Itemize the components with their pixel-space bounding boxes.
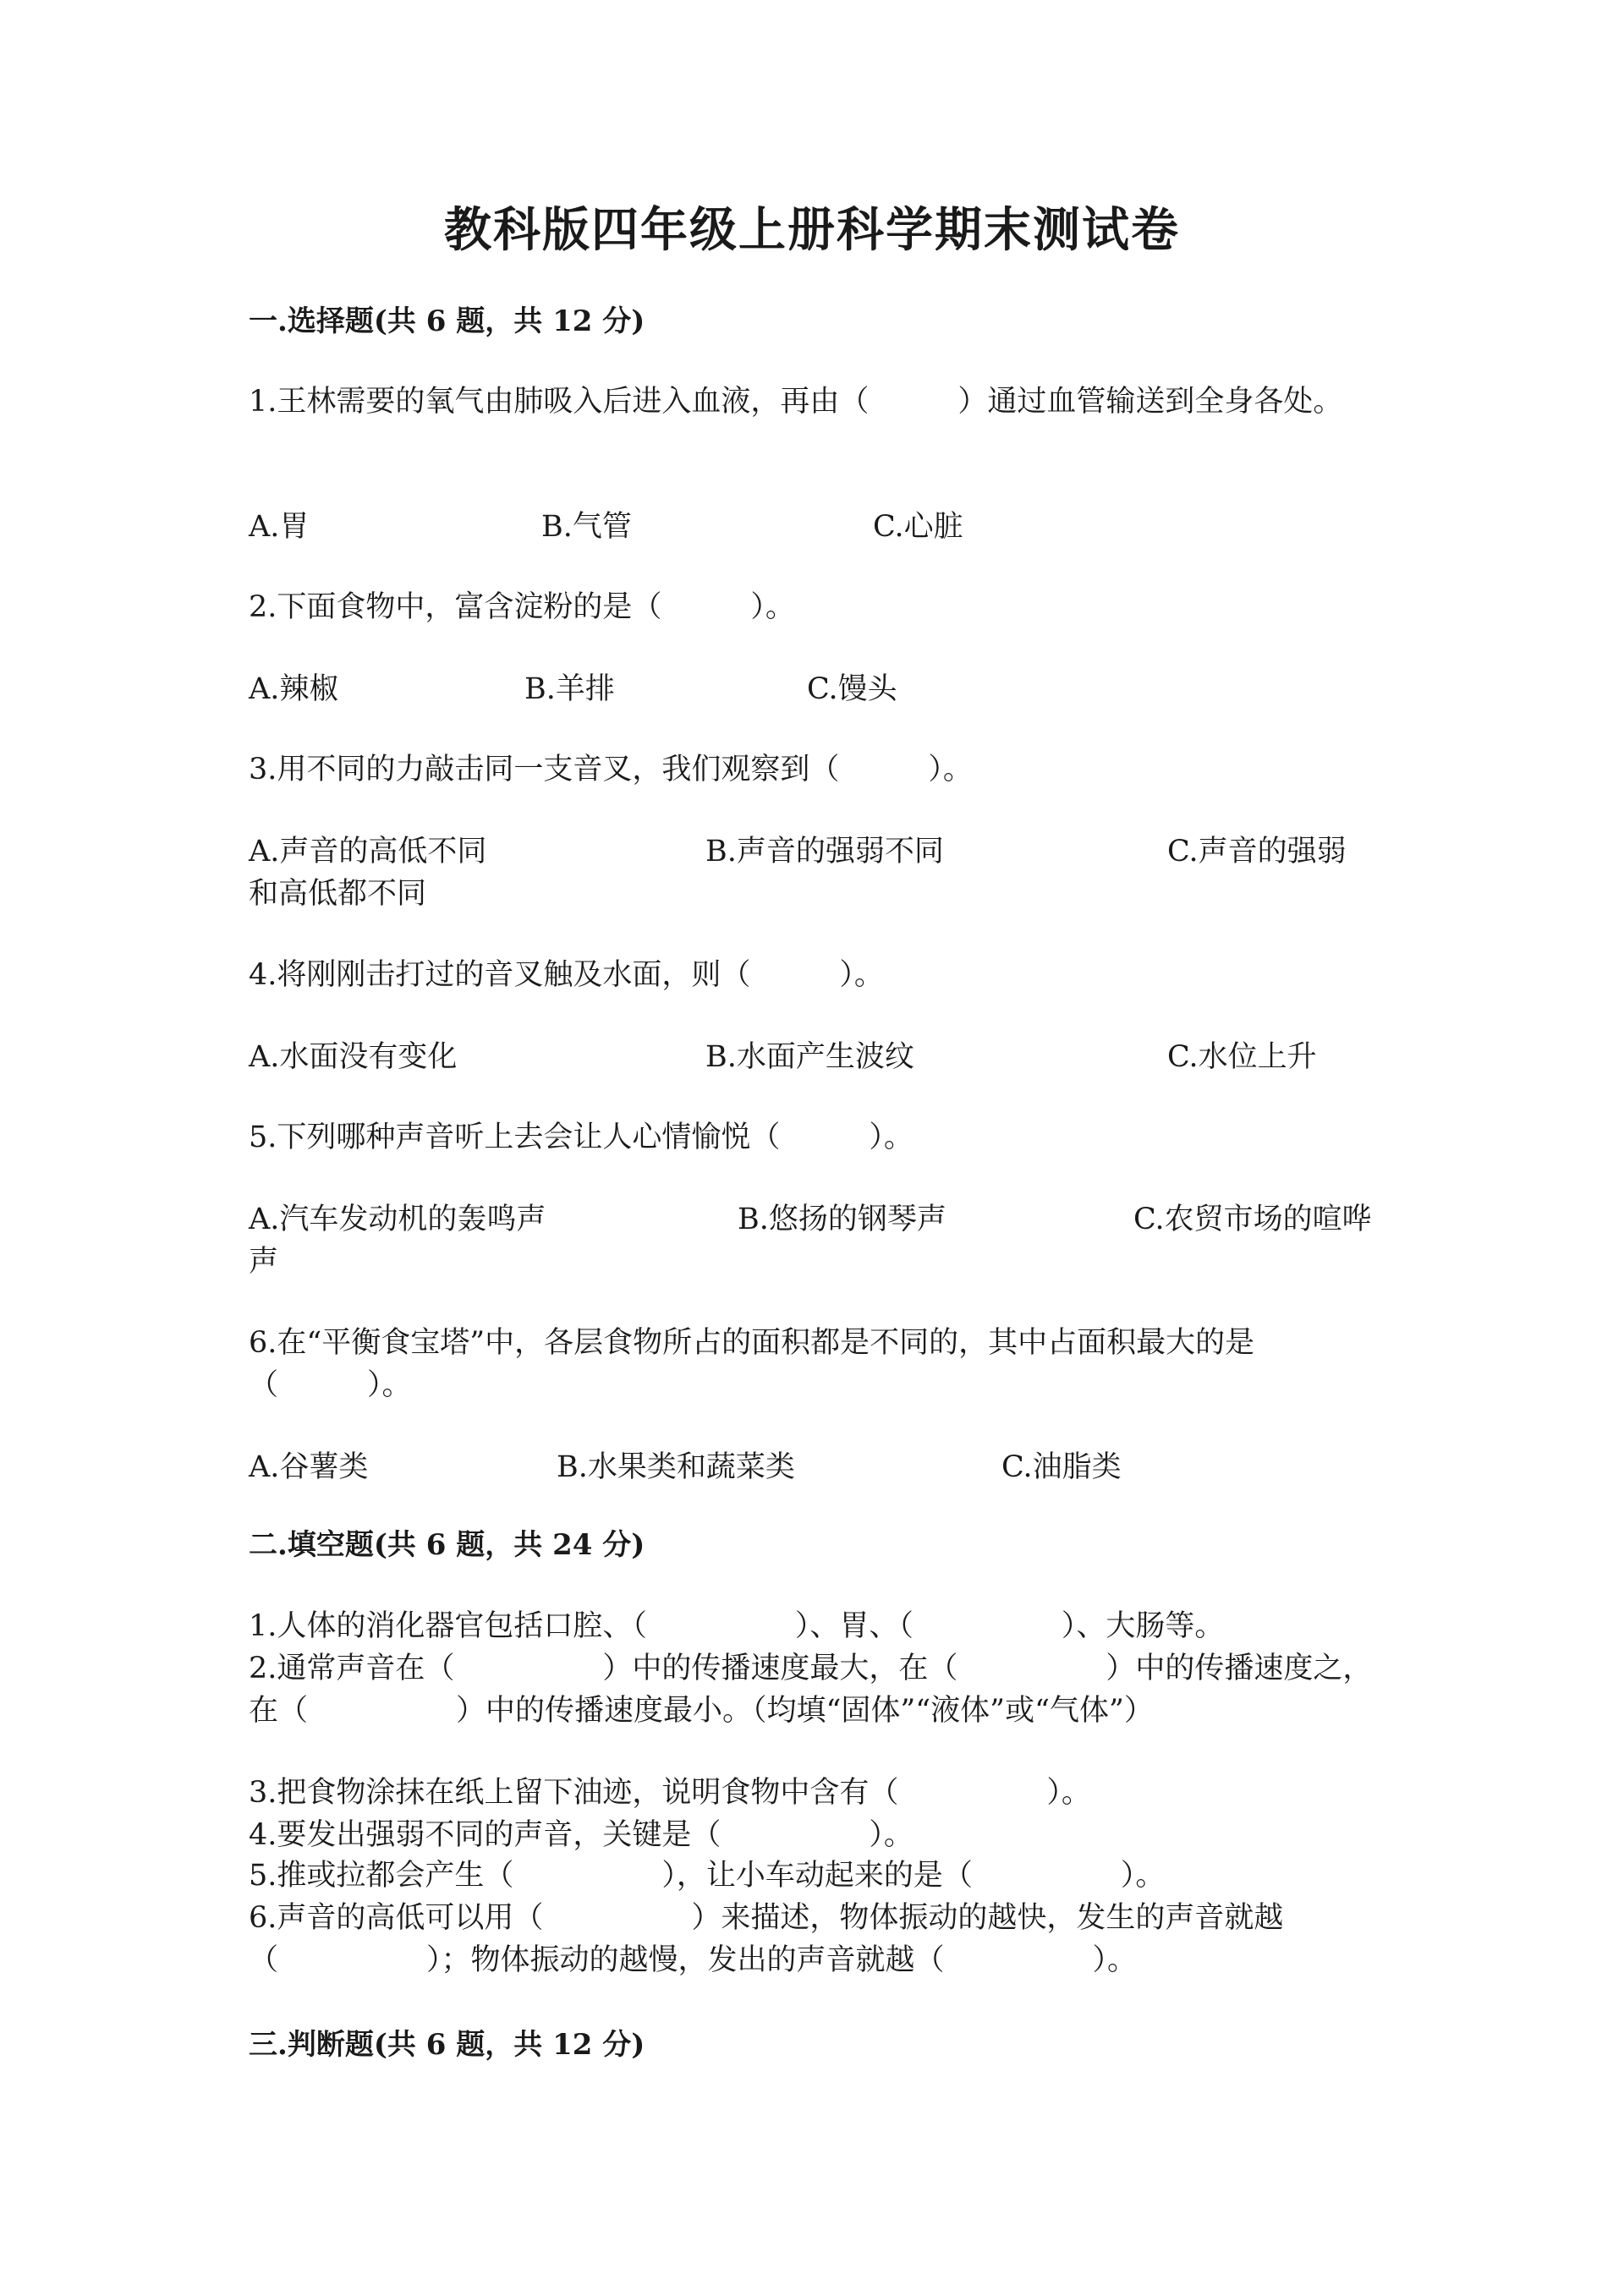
choice-question-3: 3.用不同的力敲击同一支音叉，我们观察到（ ）。 <box>249 753 973 786</box>
option-b: B.水面产生波纹 <box>705 1040 914 1074</box>
option-c: C.馒头 <box>807 672 897 706</box>
choice-options-3 <box>249 830 1382 915</box>
choice-options-6 <box>249 1446 1382 1531</box>
choice-options-5 <box>249 1198 1382 1283</box>
choice-question-1: 1.王林需要的氧气由肺吸入后进入血液，再由（ ）通过血管输送到全身各处。 <box>249 385 1343 419</box>
option-b: B.悠扬的钢琴声 <box>738 1203 946 1236</box>
choice-options-1 <box>249 506 1382 590</box>
choice-question-6: 6.在“平衡食宝塔”中，各层食物所占的面积都是不同的，其中占面积最大的是（ ）。 <box>249 1326 1255 1402</box>
fill-question-6: 6.声音的高低可以用（ ）来描述，物体振动的越快，发生的声音就越（ ）；物体振动的越慢，发出的声音就越（ ）。 <box>249 1901 1284 1977</box>
option-a: A.谷薯类 <box>249 1450 369 1484</box>
fill-question-2: 2.通常声音在（ ）中的传播速度最大，在（ ）中的传播速度之，在（ ）中的传播速度最小。（均填“固体”“液体”或“气体”） <box>249 1652 1373 1728</box>
option-b: B.水果类和蔬菜类 <box>557 1450 795 1484</box>
choice-question-2: 2.下面食物中，富含淀粉的是（ ）。 <box>249 590 795 624</box>
choice-options-2 <box>249 668 1382 753</box>
option-b: B.声音的强弱不同 <box>705 835 944 869</box>
section-heading-judge: 三.判断题(共 6 题，共 12 分) <box>249 2028 645 2062</box>
choice-question-5: 5.下列哪种声音听上去会让人心情愉悦（ ）。 <box>249 1121 914 1154</box>
fill-question-1: 1.人体的消化器官包括口腔、（ ）、胃、（ ）、大肠等。 <box>249 1609 1225 1643</box>
option-c: C.声音的强弱和高低都不同 <box>249 835 1347 911</box>
choice-options-4 <box>249 1036 1382 1121</box>
option-a: A.汽车发动机的轰鸣声 <box>249 1203 546 1236</box>
option-b: B.羊排 <box>524 672 615 706</box>
choice-question-4: 4.将刚刚击打过的音叉触及水面，则（ ）。 <box>249 958 884 992</box>
option-c: C.农贸市场的喧哗声 <box>249 1203 1372 1279</box>
section-heading-choice: 一.选择题(共 6 题，共 12 分) <box>249 304 645 338</box>
option-a: A.胃 <box>249 510 310 544</box>
option-c: C.水位上升 <box>1167 1040 1317 1074</box>
option-c: C.心脏 <box>873 510 963 544</box>
option-a: A.声音的高低不同 <box>249 835 487 869</box>
fill-question-5: 5.推或拉都会产生（ ），让小车动起来的是（ ）。 <box>249 1859 1166 1893</box>
section-heading-fill: 二.填空题(共 6 题，共 24 分) <box>249 1528 645 1562</box>
option-b: B.气管 <box>541 510 632 544</box>
option-c: C.油脂类 <box>1001 1450 1122 1484</box>
page-title: 教科版四年级上册科学期末测试卷 <box>444 202 1180 258</box>
option-a: A.水面没有变化 <box>249 1040 458 1074</box>
option-a: A.辣椒 <box>249 672 339 706</box>
fill-question-3: 3.把食物涂抹在纸上留下油迹，说明食物中含有（ ）。 <box>249 1776 1091 1810</box>
fill-question-4: 4.要发出强弱不同的声音，关键是（ ）。 <box>249 1818 914 1852</box>
